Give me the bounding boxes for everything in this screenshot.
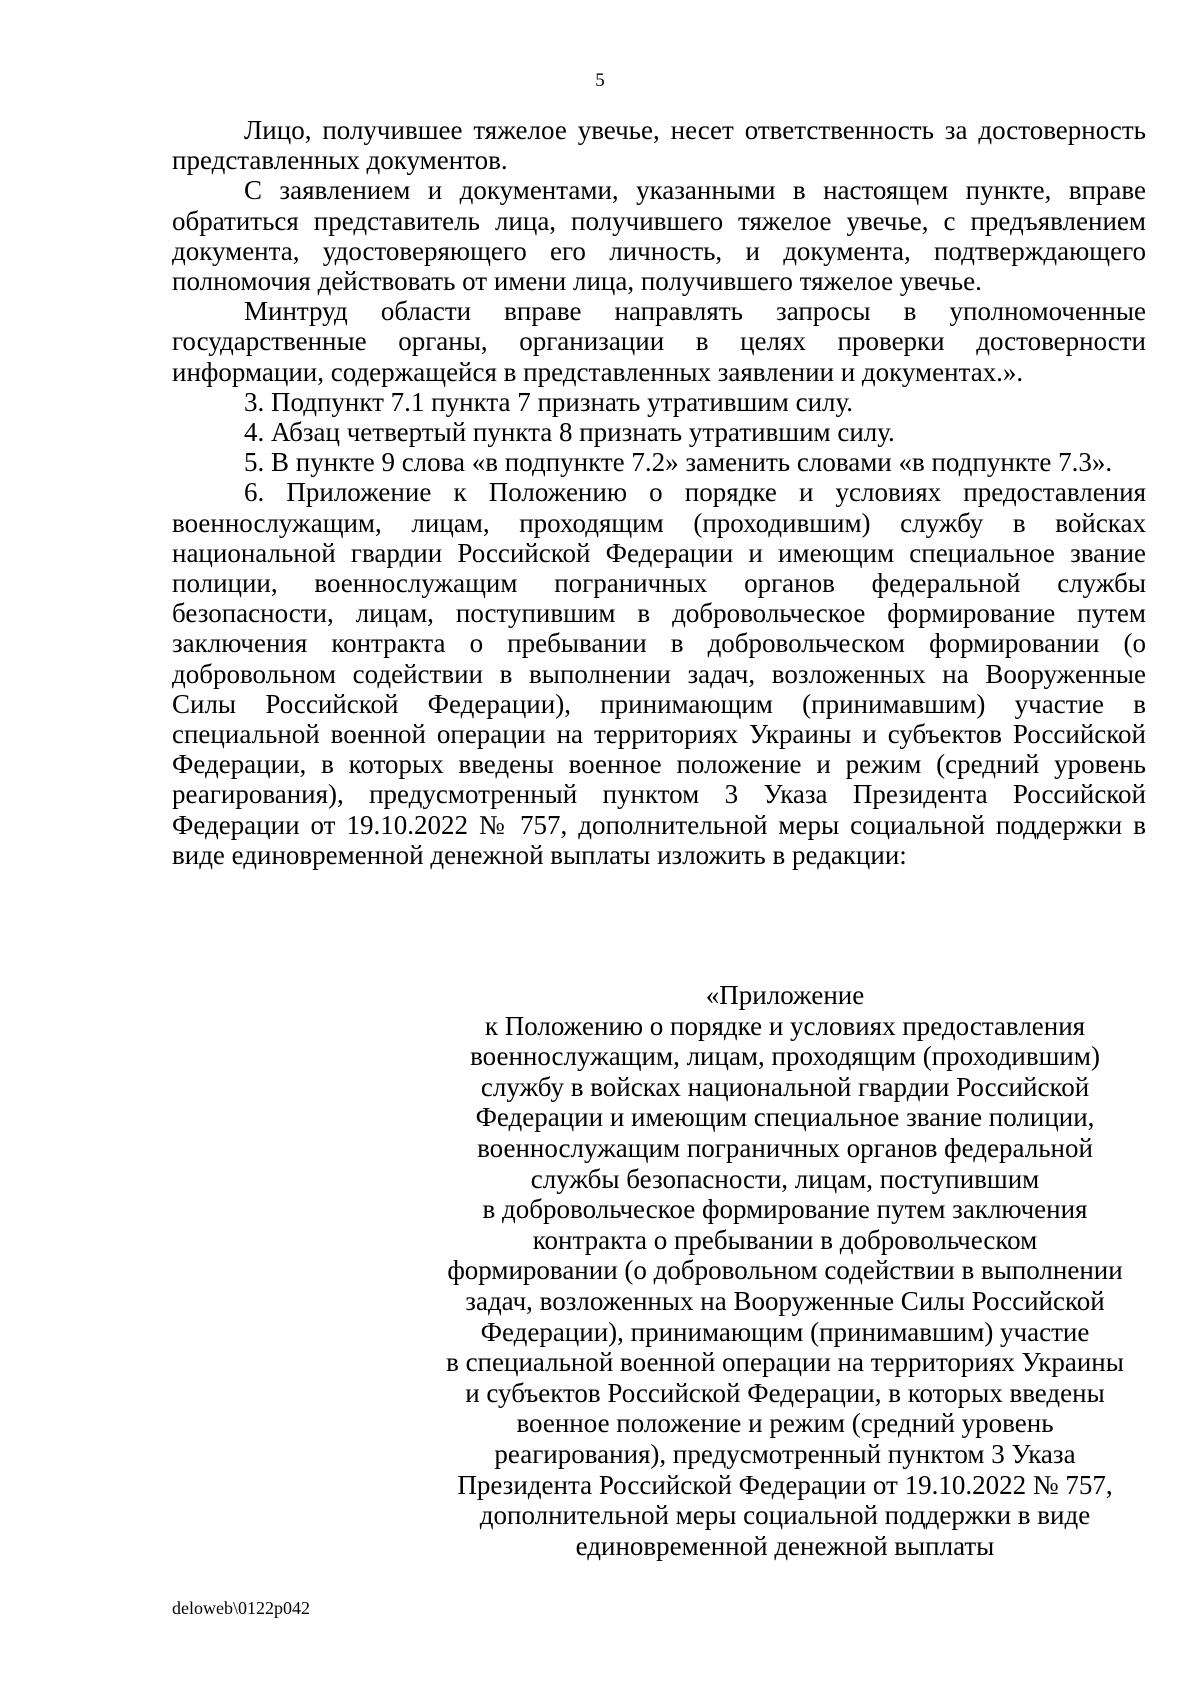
appendix-line: Федерации), принимающим (принимавшим) участие (480, 1316, 1090, 1347)
appendix-line: военное положение и режим (средний уровень (516, 1408, 1054, 1439)
paragraph-responsibility: Лицо, получившее тяжелое увечье, несет ответственность за достоверность представленных документов. (172, 115, 1146, 176)
appendix-line: военнослужащим пограничных органов федеральной (477, 1132, 1093, 1163)
appendix-line: Федерации и имеющим специальное звание полиции, (475, 1102, 1095, 1133)
appendix-line: и субъектов Российской Федерации, в которых введены (465, 1377, 1105, 1408)
appendix-line: в специальной военной операции на территориях Украины (446, 1347, 1124, 1378)
appendix-line: военнослужащим, лицам, проходящим (проходившим) (470, 1041, 1100, 1072)
appendix-line: формировании (о добровольном содействии в выполнении (447, 1255, 1123, 1286)
appendix-line: Президента Российской Федерации от 19.10.2022 № 757, (457, 1469, 1113, 1500)
paragraph-item-6: 6. Приложение к Положению о порядке и условиях предоставления военнослужащим, лицам, проходящим (проходившим) службу в войсках национальной гвардии Российской Федерации и имеющим специальное звание полиции, военнослужащим пограничных органов федеральной службы безопасности, лицам, поступившим в добровольческое формирование путем заключения контракта о пребывании в добровольческом формировании (о добровольном содействии в выполнении задач, возложенных на Вооруженные Силы Российской Федерации), принимающим (принимавшим) участие в специальной военной операции на территориях Украины и субъектов Российской Федерации, в которых введены военное положение и режим (средний уровень реагирования), предусмотренный пунктом 3 Указа Президента Российской Федерации от 19.10.2022 № 757, дополнительной меры социальной поддержки в виде единовременной денежной выплаты изложить в редакции: (172, 477, 1146, 870)
appendix-line: контракта о пребывании в добровольческом (532, 1224, 1038, 1255)
appendix-line: в добровольческое формирование путем заключения (482, 1194, 1088, 1225)
paragraph-representative: С заявлением и документами, указанными в настоящем пункте, вправе обратиться представитель лица, получившего тяжелое увечье, с предъявлением документа, удостоверяющего его личность, и документа, подтверждающего полномочия действовать от имени лица, получившего тяжелое увечье. (172, 175, 1146, 297)
appendix-header (425, 980, 1145, 1561)
appendix-line: задач, возложенных на Вооруженные Силы Российской (465, 1285, 1105, 1316)
appendix-line: реагирования), предусмотренный пунктом 3 Указа (494, 1438, 1076, 1469)
paragraph-item-3: 3. Подпункт 7.1 пункта 7 признать утратившим силу. (244, 386, 854, 417)
document-body (172, 115, 1146, 870)
page-number: 5 (595, 70, 605, 91)
paragraph-ministry-requests: Минтруд области вправе направлять запросы в уполномоченные государственные органы, организации в целях проверки достоверности информации, содержащейся в представленных заявлении и документах.». (172, 296, 1146, 387)
appendix-line: службы безопасности, лицам, поступившим (530, 1163, 1040, 1194)
document-code: deloweb\0122p042 (172, 1598, 310, 1618)
appendix-title: «Приложение (705, 980, 865, 1010)
appendix-line: дополнительной меры социальной поддержки в виде (479, 1500, 1091, 1531)
appendix-line: единовременной денежной выплаты (575, 1530, 995, 1561)
paragraph-item-4: 4. Абзац четвертый пункта 8 признать утратившим силу. (244, 417, 895, 448)
appendix-line: к Положению о порядке и условиях предоставления (484, 1010, 1086, 1041)
appendix-line: службу в войсках национальной гвардии Российской (480, 1071, 1090, 1102)
paragraph-item-5: 5. В пункте 9 слова «в подпункте 7.2» заменить словами «в подпункте 7.3». (244, 447, 1113, 478)
